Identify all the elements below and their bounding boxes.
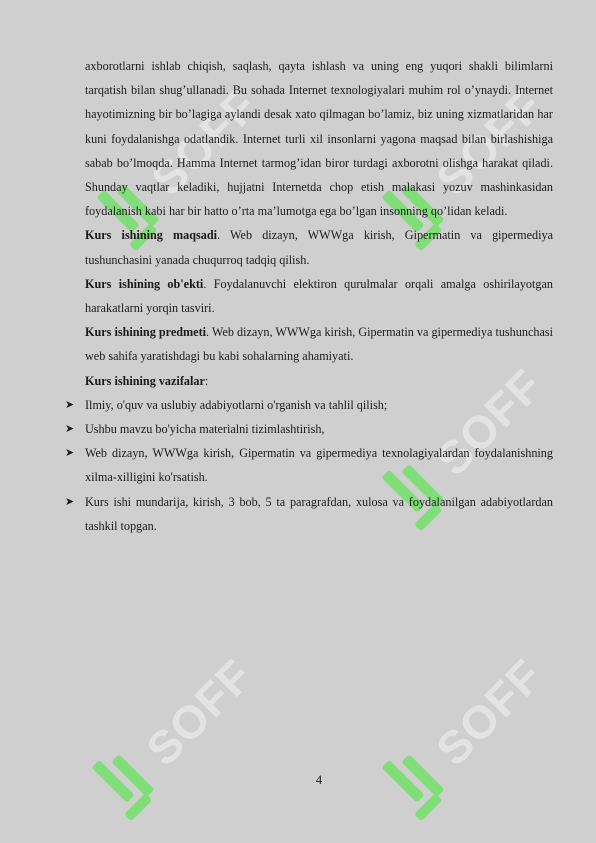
watermark-text: SOFF: [141, 79, 268, 206]
arrow-bullet-icon: ➤: [65, 398, 75, 411]
list-item-text: Kurs ishi mundarija, kirish, 3 bob, 5 ta paragrafdan, xulosa va foydalanilgan adabiyotlardan tashkil topgan.: [85, 494, 553, 533]
goal-text: . Web dizayn, WWWga kirish, Gipermatin va gipermediya tushunchasini yanada chuqurroq tadqiq qilish.: [85, 228, 553, 267]
tasks-label: Kurs ishining vazifalar: [85, 373, 205, 388]
watermark-text: SOFF: [426, 649, 553, 776]
intro-paragraph: axborotlarni ishlab chiqish, saqlash, qayta ishlash va uning eng yuqori shakli bilimlarni tarqatish bilan shug’ullanadi. Bu sohada Internet texnologiyalari muhim rol o’ynaydi. Internet hayotimizning bir bo’lagiga aylandi desak xato qilmagan bo’lamiz, biz uning xizmatlaridan har kuni foydalanishga odatlandik. Internet turli xil insonlarni yagona maqsad bilan birlashishiga sabab bo’lmoqda. Hamma Internet tarmog’idan biror turdagi axborotni olishga harakat qiladi. Shunday vaqtlar keladiki, hujjatni Internetda chop etish malakasi yozuv mashinkasidan foydalanish kabi har bir hatto o’rta ma’lumotga ega bo’lgan insonning qo’lidan keladi.: [85, 59, 553, 219]
goal-paragraph: [85, 223, 553, 271]
watermark-text: SOFF: [136, 649, 263, 776]
arrow-bullet-icon: ➤: [65, 447, 75, 460]
tasks-suffix: :: [204, 373, 209, 388]
list-item-text: Ushbu mavzu bo'yicha materialni tizimlashtirish,: [85, 422, 325, 437]
list-item-text: Ilmiy, o'quv va uslubiy adabiyotlarni o'rganish va tahlil qilish;: [85, 397, 388, 412]
watermark-bottom-right: [357, 637, 562, 842]
list-item: [65, 417, 553, 441]
list-item: [65, 393, 553, 417]
page-number: 4: [315, 773, 323, 787]
list-item: [65, 441, 553, 489]
list-item-text: Web dizayn, WWWga kirish, Gipermatin va gipermediya texnolagiyalardan foydalanishning xilma-xilligini ko'rsatish.: [85, 446, 553, 485]
list-item: [65, 490, 553, 538]
object-text: . Foydalanuvchi elektiron qurulmalar orqali amalga oshirilayotgan harakatlarni yorqin tasviri.: [85, 276, 553, 316]
watermark-text: SOFF: [426, 79, 553, 206]
subject-text: . Web dizayn, WWWga kirish, Gipermatin va gipermediya tushunchasi web sahifa yaratishdagi bu kabi sohalarning ahamiyati.: [85, 325, 553, 364]
tasks-list: [65, 393, 553, 538]
goal-label: Kurs ishining maqsadi: [85, 228, 218, 243]
object-label: Kurs ishining ob'ekti: [85, 276, 204, 291]
arrow-bullet-icon: ➤: [65, 423, 75, 436]
tasks-heading: [85, 369, 553, 393]
subject-paragraph: [85, 320, 553, 368]
arrow-bullet-icon: ➤: [65, 495, 75, 508]
watermark-bottom-left: [67, 637, 272, 842]
subject-label: Kurs ishining predmeti: [85, 325, 207, 340]
watermark-text: SOFF: [426, 359, 553, 486]
document-body: [65, 54, 553, 538]
object-paragraph: [85, 272, 553, 320]
